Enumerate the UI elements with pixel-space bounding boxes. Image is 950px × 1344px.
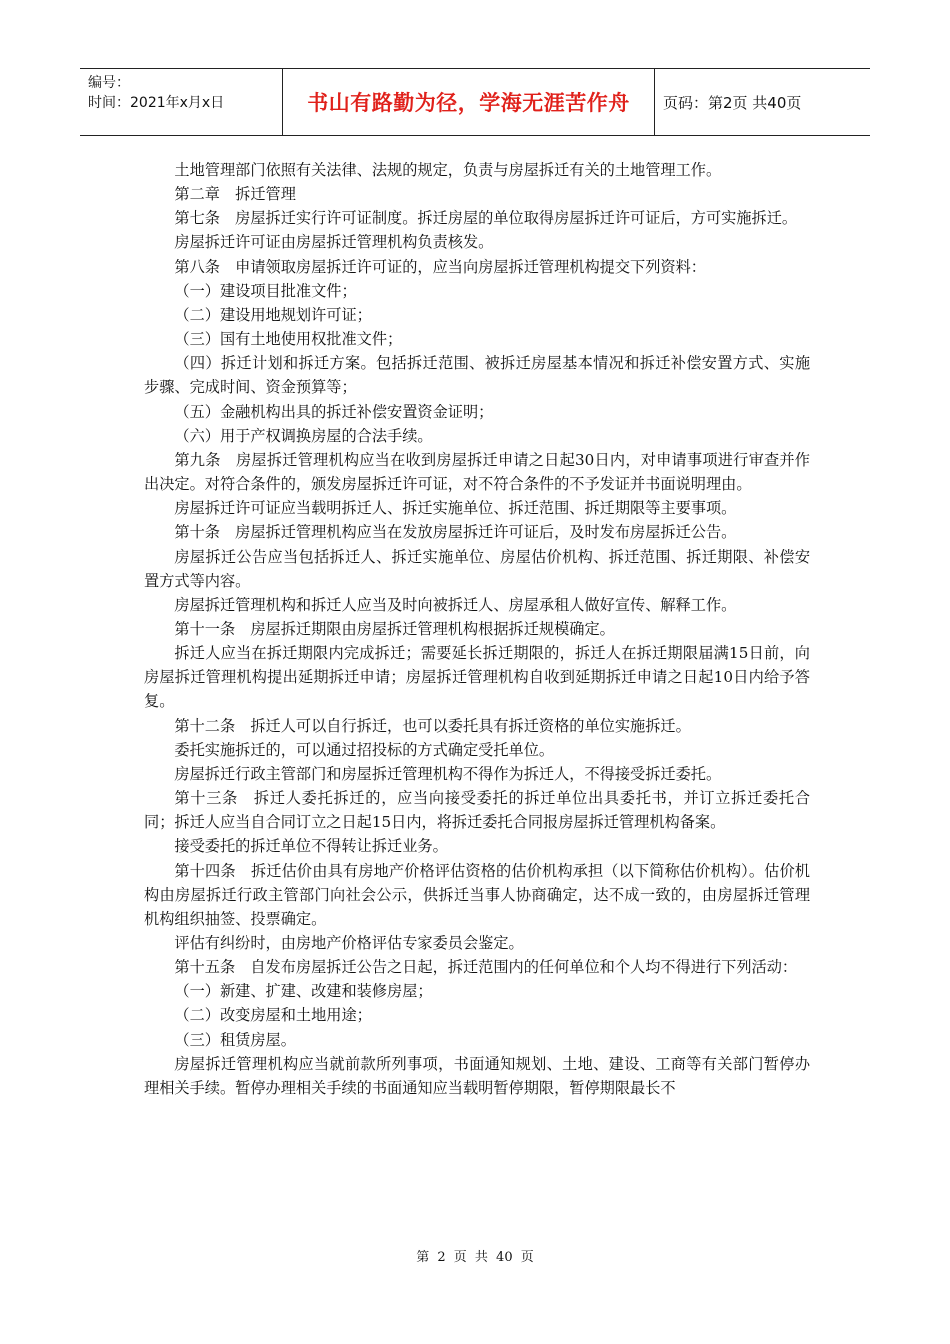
document-number-label: 编号： (88, 75, 130, 91)
body-paragraph: 房屋拆迁行政主管部门和房屋拆迁管理机构不得作为拆迁人，不得接受拆迁委托。 (174, 764, 722, 783)
body-paragraph: 第九条 房屋拆迁管理机构应当在收到房屋拆迁申请之日起30日内，对申请事项进行审查并作出决定。对符合条件的，颁发房屋拆迁许可证，对不符合条件的不予发证并书面说明理由。 (144, 450, 810, 494)
body-paragraph: （一）新建、扩建、改建和装修房屋； (174, 982, 433, 1001)
body-paragraph: 第十三条 拆迁人委托拆迁的，应当向接受委托的拆迁单位出具委托书，并订立拆迁委托合同；拆迁人应当自合同订立之日起15日内，将拆迁委托合同报房屋拆迁管理机构备案。 (144, 789, 810, 832)
document-date: 时间：2021年x月x日 (88, 95, 225, 111)
document-body (144, 158, 810, 1100)
body-paragraph: （五）金融机构出具的拆迁补偿安置资金证明； (174, 402, 494, 421)
body-paragraph: 第十一条 房屋拆迁期限由房屋拆迁管理机构根据拆迁规模确定。 (174, 619, 615, 638)
body-paragraph: （六）用于产权调换房屋的合法手续。 (174, 426, 433, 445)
body-paragraph: 房屋拆迁管理机构应当就前款所列事项，书面通知规划、土地、建设、工商等有关部门暂停办理相关手续。暂停办理相关手续的书面通知应当载明暂停期限，暂停期限最长不 (144, 1054, 810, 1097)
page-header (80, 68, 870, 136)
page-footer: 第 2 页 共 40 页 (416, 1250, 534, 1265)
body-paragraph: 第十四条 拆迁估价由具有房地产价格评估资格的估价机构承担（以下简称估价机构）。估价机构由房屋拆迁行政主管部门向社会公示，供拆迁当事人协商确定，达不成一致的，由房屋拆迁管理机构组织抽签、投票确定。 (144, 861, 810, 928)
body-paragraph: 评估有纠纷时，由房地产价格评估专家委员会鉴定。 (174, 934, 524, 952)
body-paragraph: （一）建设项目批准文件； (174, 281, 357, 300)
body-paragraph: （二）建设用地规划许可证； (174, 305, 372, 324)
header-meta (80, 69, 283, 135)
body-paragraph: （二）改变房屋和土地用途； (174, 1006, 372, 1025)
body-paragraph: （三）国有土地使用权批准文件； (174, 330, 403, 349)
body-paragraph: 房屋拆迁公告应当包括拆迁人、拆迁实施单位、房屋估价机构、拆迁范围、拆迁期限、补偿安置方式等内容。 (144, 547, 810, 590)
body-paragraph: 委托实施拆迁的，可以通过招投标的方式确定受托单位。 (174, 740, 555, 759)
header-motto: 书山有路勤为径，学海无涯苦作舟 (283, 69, 655, 135)
body-paragraph: 第八条 申请领取房屋拆迁许可证的，应当向房屋拆迁管理机构提交下列资料： (174, 257, 706, 276)
body-paragraph: （三）租赁房屋。 (174, 1030, 296, 1049)
body-paragraph: 拆迁人应当在拆迁期限内完成拆迁；需要延长拆迁期限的，拆迁人在拆迁期限届满15日前，向房屋拆迁管理机构提出延期拆迁申请；房屋拆迁管理机构自收到延期拆迁申请之日起10日内给予答复。 (144, 644, 810, 711)
header-page-info: 页码：第2页 共40页 (663, 93, 802, 112)
body-paragraph: 房屋拆迁许可证由房屋拆迁管理机构负责核发。 (174, 233, 494, 252)
body-paragraph: 第十二条 拆迁人可以自行拆迁，也可以委托具有拆迁资格的单位实施拆迁。 (174, 716, 691, 735)
body-paragraph: 房屋拆迁许可证应当载明拆迁人、拆迁实施单位、拆迁范围、拆迁期限等主要事项。 (174, 499, 737, 518)
body-paragraph: 第七条 房屋拆迁实行许可证制度。拆迁房屋的单位取得房屋拆迁许可证后，方可实施拆迁。 (174, 209, 798, 228)
body-paragraph: 房屋拆迁管理机构和拆迁人应当及时向被拆迁人、房屋承租人做好宣传、解释工作。 (174, 595, 737, 614)
body-paragraph: 第十五条 自发布房屋拆迁公告之日起，拆迁范围内的任何单位和个人均不得进行下列活动： (174, 958, 798, 977)
body-paragraph: 接受委托的拆迁单位不得转让拆迁业务。 (174, 837, 448, 856)
body-paragraph: 第十条 房屋拆迁管理机构应当在发放房屋拆迁许可证后，及时发布房屋拆迁公告。 (174, 523, 737, 542)
body-paragraph: （四）拆迁计划和拆迁方案。包括拆迁范围、被拆迁房屋基本情况和拆迁补偿安置方式、实施步骤、完成时间、资金预算等； (144, 354, 810, 397)
body-paragraph: 第二章 拆迁管理 (174, 185, 296, 204)
body-paragraph: 土地管理部门依照有关法律、法规的规定，负责与房屋拆迁有关的土地管理工作。 (174, 161, 722, 179)
